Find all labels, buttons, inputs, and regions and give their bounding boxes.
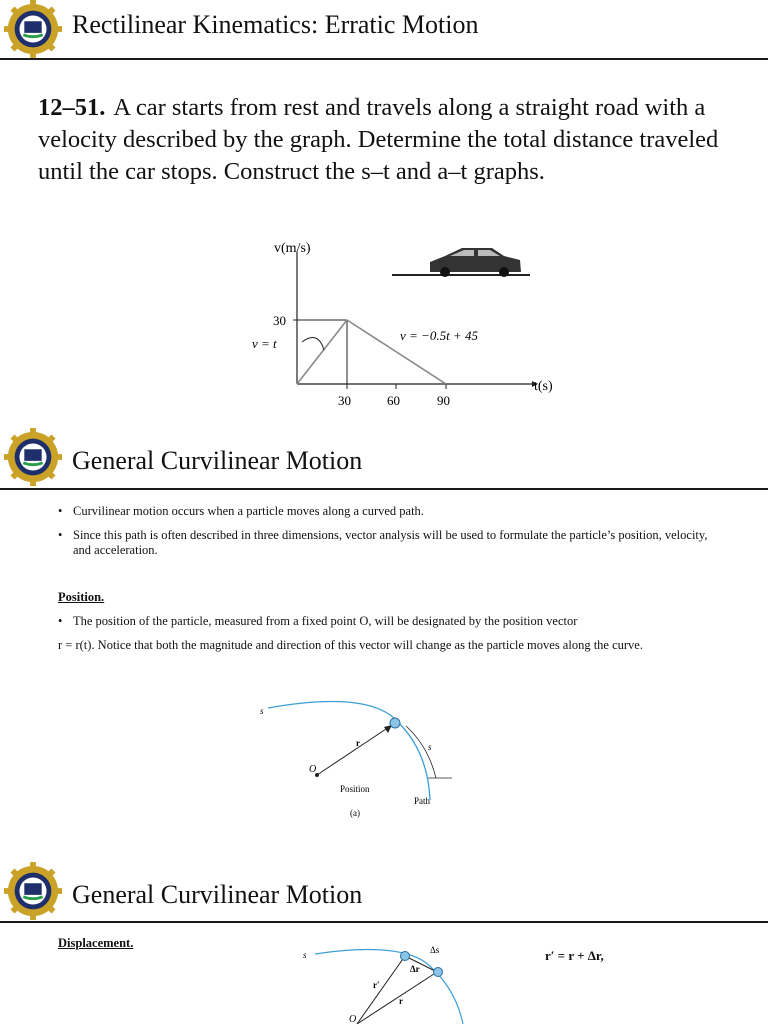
vector-r-prime: [357, 956, 405, 1024]
r-prime-label: r′: [373, 980, 380, 990]
slide-2: [0, 428, 768, 838]
origin-label: O: [309, 764, 317, 775]
university-logo-icon: [4, 862, 62, 920]
equation-pointer-arrow: [302, 338, 324, 351]
delta-r-label: Δr: [410, 964, 420, 974]
displacement-heading: Displacement.: [58, 936, 134, 950]
slide-title: General Curvilinear Motion: [72, 880, 363, 909]
particle-icon: [390, 718, 400, 728]
bullet-item: • Curvilinear motion occurs when a particle moves along a curved path.: [58, 504, 718, 520]
origin-label: O: [349, 1014, 357, 1024]
t-axis-label: t(s): [534, 379, 553, 394]
title-divider: [0, 921, 768, 923]
figure-caption: (a): [350, 808, 360, 818]
position-figure: [250, 690, 470, 830]
s-label: s: [303, 950, 307, 960]
r-label: r: [356, 738, 360, 748]
position-paragraph: r = r(t). Notice that both the magnitude and direction of this vector will change as the particle moves along the curve.: [58, 638, 643, 652]
path-label: Path: [414, 796, 431, 806]
x-tick-60: 60: [387, 393, 400, 408]
slide-title: General Curvilinear Motion: [72, 446, 363, 475]
slide-3: [0, 862, 768, 1024]
y-tick-30: 30: [273, 313, 286, 328]
university-logo-icon: [4, 428, 62, 486]
arc-length-arrow: [406, 726, 436, 778]
position-heading: Position.: [58, 590, 105, 604]
particle-start-icon: [401, 952, 410, 961]
problem-number: 12–51.: [38, 94, 106, 121]
r-label: r: [399, 996, 403, 1006]
bullet-item: • The position of the particle, measured from a fixed point O, will be designated by the position vector: [58, 614, 718, 630]
position-label: Position: [340, 784, 370, 794]
title-divider: [0, 488, 768, 490]
car-icon: [392, 248, 530, 277]
title-divider: [0, 58, 768, 60]
university-logo-icon: [4, 0, 62, 58]
velocity-time-graph: [240, 232, 580, 412]
x-tick-90: 90: [437, 393, 450, 408]
vector-r: [357, 972, 437, 1024]
problem-text: A car starts from rest and travels along a straight road with a velocity described by the graph. Determine the total distance traveled until the car stops. Construct the s–t and a–t graphs.: [38, 94, 719, 185]
problem-statement: [38, 92, 728, 188]
s-label-left: s: [260, 706, 264, 716]
velocity-rising-segment: [297, 320, 347, 384]
bullet-item: • Since this path is often described in three dimensions, vector analysis will be used to formulate the particle’s position, velocity, and acceleration.: [58, 528, 718, 559]
displacement-equation: r′ = r + Δr,: [545, 948, 604, 963]
x-tick-30: 30: [338, 393, 351, 408]
slide-1: [0, 0, 768, 420]
s-label-arc: s: [428, 742, 432, 752]
position-vector-r: [317, 725, 392, 775]
path-curve: [315, 950, 463, 1024]
intro-bullets: [58, 504, 718, 567]
position-bullets: [58, 614, 718, 638]
particle-end-icon: [434, 968, 443, 977]
displacement-figure: [295, 938, 485, 1024]
v-axis-label: v(m/s): [274, 241, 311, 256]
equation-v-falling: v = −0.5t + 45: [400, 328, 478, 343]
equation-v-equals-t: v = t: [252, 336, 277, 351]
delta-s-label: Δs: [430, 945, 440, 955]
slide-title: Rectilinear Kinematics: Erratic Motion: [72, 10, 479, 39]
